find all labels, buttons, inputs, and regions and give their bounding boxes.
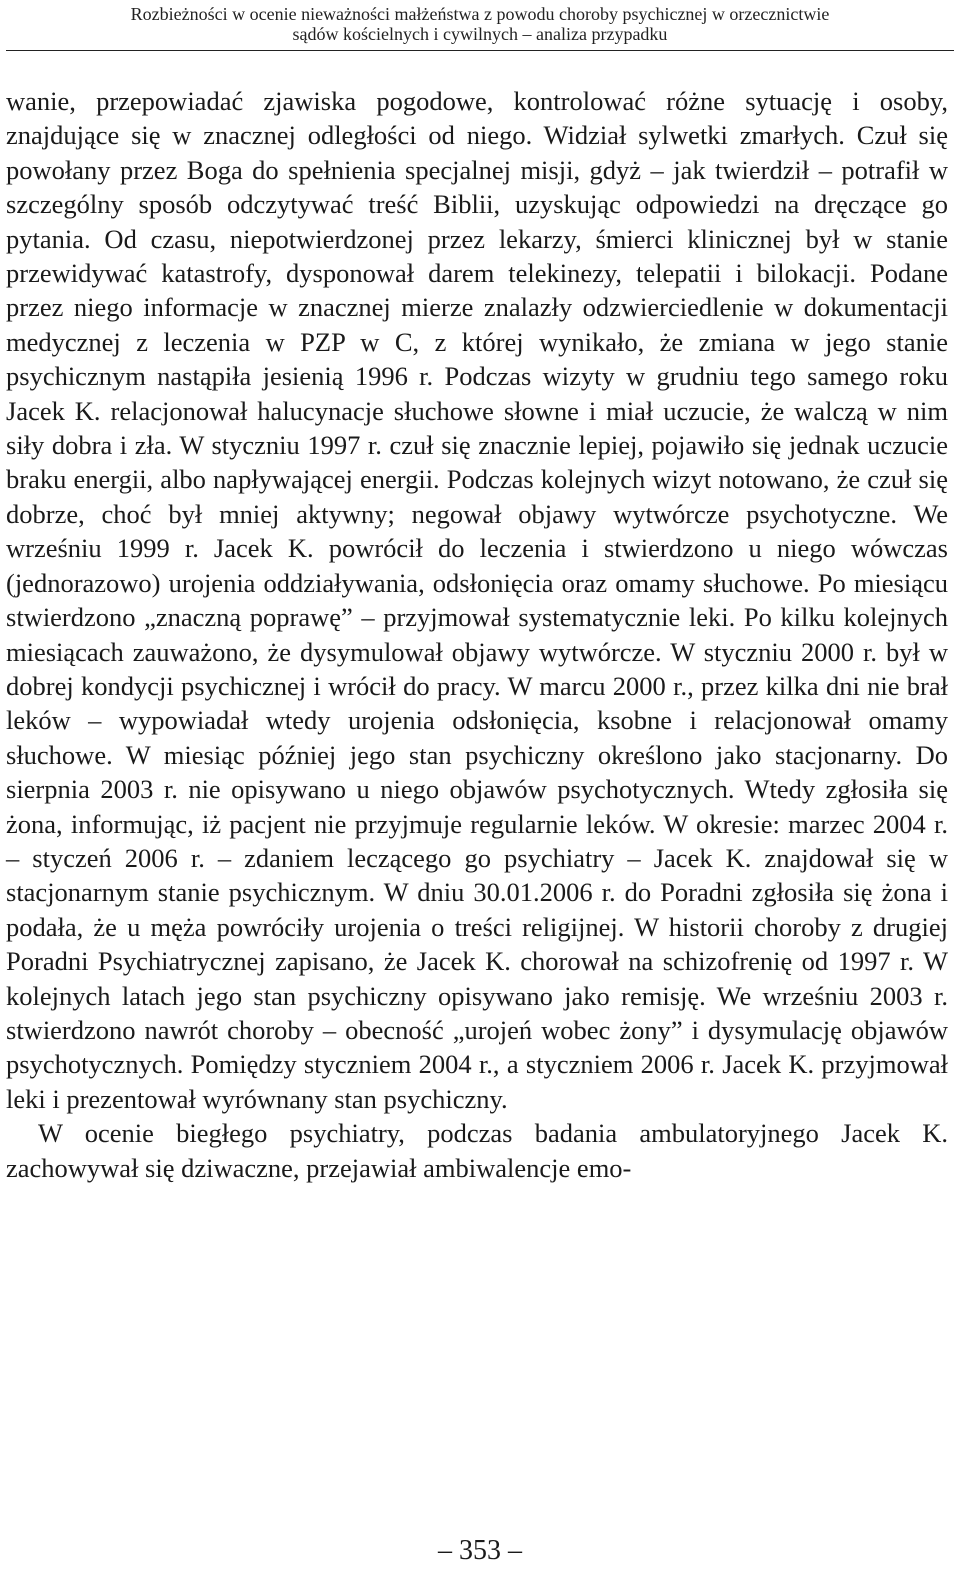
running-header-line-1: Rozbieżności w ocenie nieważności małżeństwa z powodu choroby psychicznej w orzecznictwie	[130, 4, 830, 24]
running-header-line-2: sądów kościelnych i cywilnych – analiza przypadku	[292, 24, 668, 44]
header-rule	[6, 50, 954, 51]
paragraph-1: wanie, przepowiadać zjawiska pogodowe, kontrolować różne sytuację i osoby, znajdujące się w znacznej odległości od niego. Widział sylwetki zmarłych. Czuł się powołany przez Boga do spełnienia specjalnej misji, gdyż – jak twierdził – potrafił w szczególny sposób odczytywać treść Biblii, uzyskując odpowiedzi na dręczące go pytania. Od czasu, niepotwierdzonej przez lekarzy, śmierci klinicznej był w stanie przewidywać katastrofy, dysponował darem telekinezy, telepatii i bilokacji. Podane przez niego informacje w znacznej mierze znalazły odzwierciedlenie w dokumentacji medycznej z leczenia w PZP w C, z której wynikało, że zmiana w jego stanie psychicznym nastąpiła jesienią 1996 r. Podczas wizyty w grudniu tego samego roku Jacek K. relacjonował halucynacje słuchowe słowne i miał uczucie, że walczą w nim siły dobra i zła. W styczniu 1997 r. czuł się znacznie lepiej, pojawiło się jednak uczucie braku energii, albo napływającej energii. Podczas kolejnych wizyt notowano, że czuł się dobrze, choć był mniej aktywny; negował objawy wytwórcze psychotyczne. We wrześniu 1999 r. Jacek K. powrócił do leczenia i stwierdzono u niego wówczas (jednorazowo) urojenia oddziaływania, odsłonięcia oraz omamy słuchowe. Po miesiącu stwierdzono „znaczną poprawę” – przyjmował systematycznie leki. Po kilku kolejnych miesiącach zauważono, że dysymulował objawy wytwórcze. W styczniu 2000 r. był w dobrej kondycji psychicznej i wrócił do pracy. W marcu 2000 r., przez kilka dni nie brał leków – wypowiadał wtedy urojenia odsłonięcia, ksobne i relacjonował omamy słuchowe. W miesiąc później jego stan psychiczny określono jako stacjonarny. Do sierpnia 2003 r. nie opisywano u niego objawów psychotycznych. Wtedy zgłosiła się żona, informując, iż pacjent nie przyjmuje regularnie leków. W okresie: marzec 2004 r. – styczeń 2006 r. – zdaniem leczącego go psychiatry – Jacek K. znajdował się w stacjonarnym stanie psychicznym. W dniu 30.01.2006 r. do Poradni zgłosiła się żona i podała, że u męża powróciły urojenia o treści religijnej. W historii choroby z drugiej Poradni Psychiatrycznej zapisano, że Jacek K. chorował na schizofrenię od 1997 r. W kolejnych latach jego stan psychiczny opisywano jako remisję. We wrześniu 2003 r. stwierdzono nawrót choroby – obecność „urojeń wobec żony” i dysymulację objawów psychotycznych. Pomiędzy styczniem 2004 r., a styczniem 2006 r. Jacek K. przyjmował leki i prezentował wyrównany stan psychiczny.	[6, 86, 948, 1114]
body-text	[6, 84, 948, 1185]
running-header	[0, 4, 960, 44]
page-number: – 353 –	[438, 1535, 522, 1566]
paragraph-2: W ocenie biegłego psychiatry, podczas badania ambulatoryjnego Jacek K. zachowywał się dziwaczne, przejawiał ambiwalencje emo-	[6, 1118, 948, 1183]
